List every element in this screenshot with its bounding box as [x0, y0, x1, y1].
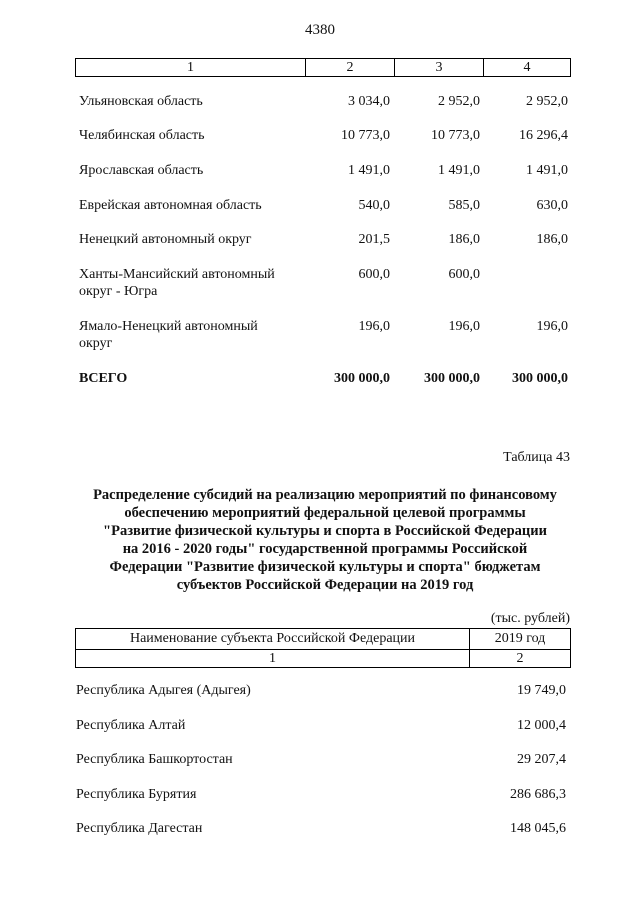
- table1-header-col4: 4: [523, 60, 531, 75]
- page-number: 4380: [305, 22, 335, 38]
- table-title-line: субъектов Российской Федерации на 2019 год: [176, 577, 474, 593]
- units-label: (тыс. рублей): [490, 611, 570, 626]
- table43-row-value: 29 207,4: [517, 752, 566, 767]
- table1-row-value-col4: 1 491,0: [526, 163, 568, 178]
- table-title-line: на 2016 - 2020 годы" государственной программы Российской: [122, 541, 528, 557]
- table1-row-name: Ямало-Ненецкий автономный: [79, 319, 258, 334]
- table1-row-name: Ханты-Мансийский автономный: [79, 267, 275, 282]
- table43-row-value: 12 000,4: [517, 718, 566, 733]
- table1-total-label: ВСЕГО: [79, 371, 128, 386]
- table1-row-name: Ненецкий автономный округ: [79, 232, 252, 247]
- table1-row-name: Челябинская область: [79, 128, 205, 143]
- table1-row-value-col4: 186,0: [536, 232, 568, 247]
- table-title-line: обеспечению мероприятий федеральной целевой программы: [124, 505, 526, 521]
- table1-row-value-col3: 585,0: [448, 198, 480, 213]
- table1-row-value-col3: 600,0: [448, 267, 480, 282]
- table43-colnum-1: 1: [269, 651, 276, 666]
- table1-row-value-col2: 201,5: [358, 232, 390, 247]
- table1-row-value-col2: 196,0: [358, 319, 390, 334]
- table1-row-name-line2: округ: [79, 336, 113, 351]
- table43-row-name: Республика Дагестан: [76, 821, 203, 836]
- table-number-label: Таблица 43: [503, 450, 570, 465]
- table1-row-name: Еврейская автономная область: [79, 198, 262, 213]
- table1-row-name-line2: округ - Югра: [79, 284, 158, 299]
- table-title: [60, 486, 590, 594]
- table1-row-value-col3: 1 491,0: [438, 163, 480, 178]
- table43-colnum-2: 2: [516, 651, 524, 666]
- table43-row-value: 148 045,6: [510, 821, 566, 836]
- table1-row-value-col2: 3 034,0: [348, 94, 390, 109]
- table1-header-col3: 3: [435, 60, 443, 75]
- table43-row-name: Республика Адыгея (Адыгея): [76, 683, 251, 698]
- table43-row-name: Республика Алтай: [76, 718, 186, 733]
- table1-header-col2: 2: [346, 60, 354, 75]
- table1-row-value-col4: 196,0: [536, 319, 568, 334]
- table1-row-value-col4: 16 296,4: [519, 128, 568, 143]
- table1-row-value-col3: 10 773,0: [431, 128, 480, 143]
- table43-header-name: Наименование субъекта Российской Федерации: [129, 631, 416, 646]
- table1-row-value-col2: 600,0: [358, 267, 390, 282]
- table1-row-value-col4: 630,0: [536, 198, 568, 213]
- table1-row-value-col3: 186,0: [448, 232, 480, 247]
- table-title-line: Федерации "Развитие физической культуры и спорта" бюджетам: [109, 559, 541, 575]
- table1-row-value-col2: 10 773,0: [341, 128, 390, 143]
- table1-row-name: Ульяновская область: [79, 94, 203, 109]
- table1-total-col4: 300 000,0: [512, 371, 568, 386]
- table43-row-name: Республика Бурятия: [76, 787, 197, 802]
- table43-row-value: 19 749,0: [517, 683, 566, 698]
- table1-row-value-col2: 540,0: [358, 198, 390, 213]
- table43-header-year: 2019 год: [494, 631, 546, 646]
- table43-row-name: Республика Башкортостан: [76, 752, 233, 767]
- table1-row-value-col3: 196,0: [448, 319, 480, 334]
- table1-header-row: [75, 58, 571, 77]
- table1-header-col1: 1: [187, 60, 194, 75]
- table43-row-value: 286 686,3: [510, 787, 566, 802]
- table1-row-value-col3: 2 952,0: [438, 94, 480, 109]
- table1-row-name: Ярославская область: [79, 163, 204, 178]
- table-title-line: "Развитие физической культуры и спорта в Российской Федерации: [103, 523, 547, 539]
- table1-row-value-col4: 2 952,0: [526, 94, 568, 109]
- table1-total-col3: 300 000,0: [424, 371, 480, 386]
- table-title-line: Распределение субсидий на реализацию мероприятий по финансовому: [93, 487, 557, 503]
- table1-total-col2: 300 000,0: [334, 371, 390, 386]
- table1-row-value-col2: 1 491,0: [348, 163, 390, 178]
- table43-header: [75, 628, 571, 668]
